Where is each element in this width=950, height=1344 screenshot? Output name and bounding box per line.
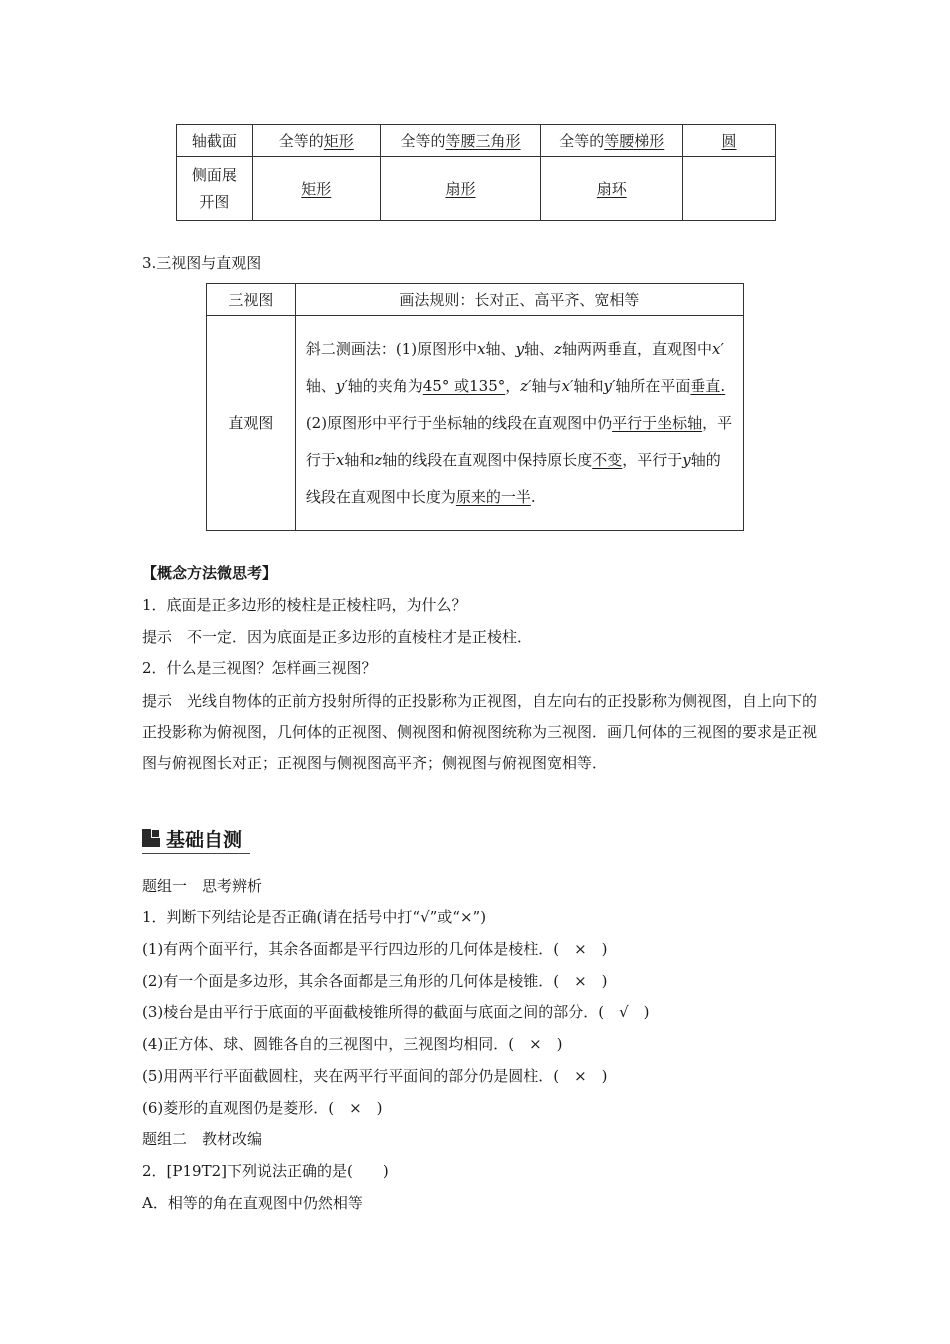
oblique-drawing-rules: 斜二测画法：(1)原图形中x轴、y轴、z轴两两垂直，直观图中x′轴、y′轴的夹角为45° 或135°，z′轴与x′轴和y′轴所在平面垂直. (2)原图形中平行于坐标轴的线段在直观图中仍平行于坐标轴，平行于x轴和z轴的线段在直观图中保持原长度不变，平行于y轴的线段在直观图中长度为原来的一半. — [295, 316, 743, 531]
group-title: 题组一 思考辨析 — [142, 877, 263, 895]
list-item: (6)菱形的直观图仍是菱形．( × ) — [142, 1099, 383, 1117]
table-cell: 矩形 — [252, 157, 380, 221]
answer-1: 提示 不一定．因为底面是正多边形的直棱柱才是正棱柱． — [142, 628, 533, 646]
table-cell — [683, 157, 776, 221]
table-row — [177, 125, 776, 157]
table-cell: 圆 — [683, 125, 776, 157]
list-item: (2)有一个面是多边形，其余各面都是三角形的几何体是棱锥．( × ) — [142, 972, 608, 990]
concept-heading: 【概念方法微思考】 — [142, 564, 278, 582]
table-row — [207, 284, 744, 316]
table-cell: 全等的等腰三角形 — [380, 125, 541, 157]
list-item: (5)用两平行平面截圆柱，夹在两平行平面间的部分仍是圆柱．( × ) — [142, 1067, 608, 1085]
list-item: (4)正方体、球、圆锥各自的三视图中，三视图均相同．( × ) — [142, 1035, 563, 1053]
table-row — [177, 157, 776, 221]
question-2: 2．什么是三视图？怎样画三视图？ — [142, 659, 377, 677]
question: 1．判断下列结论是否正确(请在括号中打“√”或“×”) — [142, 908, 487, 926]
solids-table — [176, 124, 776, 221]
option-a: A．相等的角在直观图中仍然相等 — [142, 1194, 363, 1212]
table-cell: 全等的等腰梯形 — [541, 125, 683, 157]
row-label: 直观图 — [207, 316, 296, 531]
section-header — [142, 823, 252, 853]
answer-2: 提示 光线自物体的正前方投射所得的正投影称为正视图，自左向右的正投影称为侧视图，自上向下的正投影称为俯视图，几何体的正视图、侧视图和俯视图统称为三视图．画几何体的三视图的要求是正视图与俯视图长对正；正视图与侧视图高平齐；侧视图与俯视图宽相等． — [142, 692, 818, 772]
divider — [142, 853, 250, 854]
table-cell: 画法规则：长对正、高平齐、宽相等 — [295, 284, 743, 316]
list-item: (1)有两个面平行，其余各面都是平行四边形的几何体是棱柱．( × ) — [142, 940, 608, 958]
section-square-icon — [142, 829, 160, 847]
row-label: 侧面展 开图 — [177, 157, 253, 221]
section-header-title: 基础自测 — [166, 829, 243, 851]
table-row — [207, 316, 744, 531]
row-label: 三视图 — [207, 284, 296, 316]
views-table — [206, 283, 744, 531]
table-cell: 全等的矩形 — [252, 125, 380, 157]
question: 2．[P19T2]下列说法正确的是( ) — [142, 1162, 389, 1180]
table-cell: 扇环 — [541, 157, 683, 221]
table-cell: 扇形 — [380, 157, 541, 221]
list-item: (3)棱台是由平行于底面的平面截棱锥所得的截面与底面之间的部分．( √ ) — [142, 1003, 650, 1021]
section-title: 3.三视图与直观图 — [142, 254, 262, 272]
group-title: 题组二 教材改编 — [142, 1130, 263, 1148]
question-1: 1．底面是正多边形的棱柱是正棱柱吗，为什么？ — [142, 596, 467, 614]
row-label: 轴截面 — [177, 125, 253, 157]
